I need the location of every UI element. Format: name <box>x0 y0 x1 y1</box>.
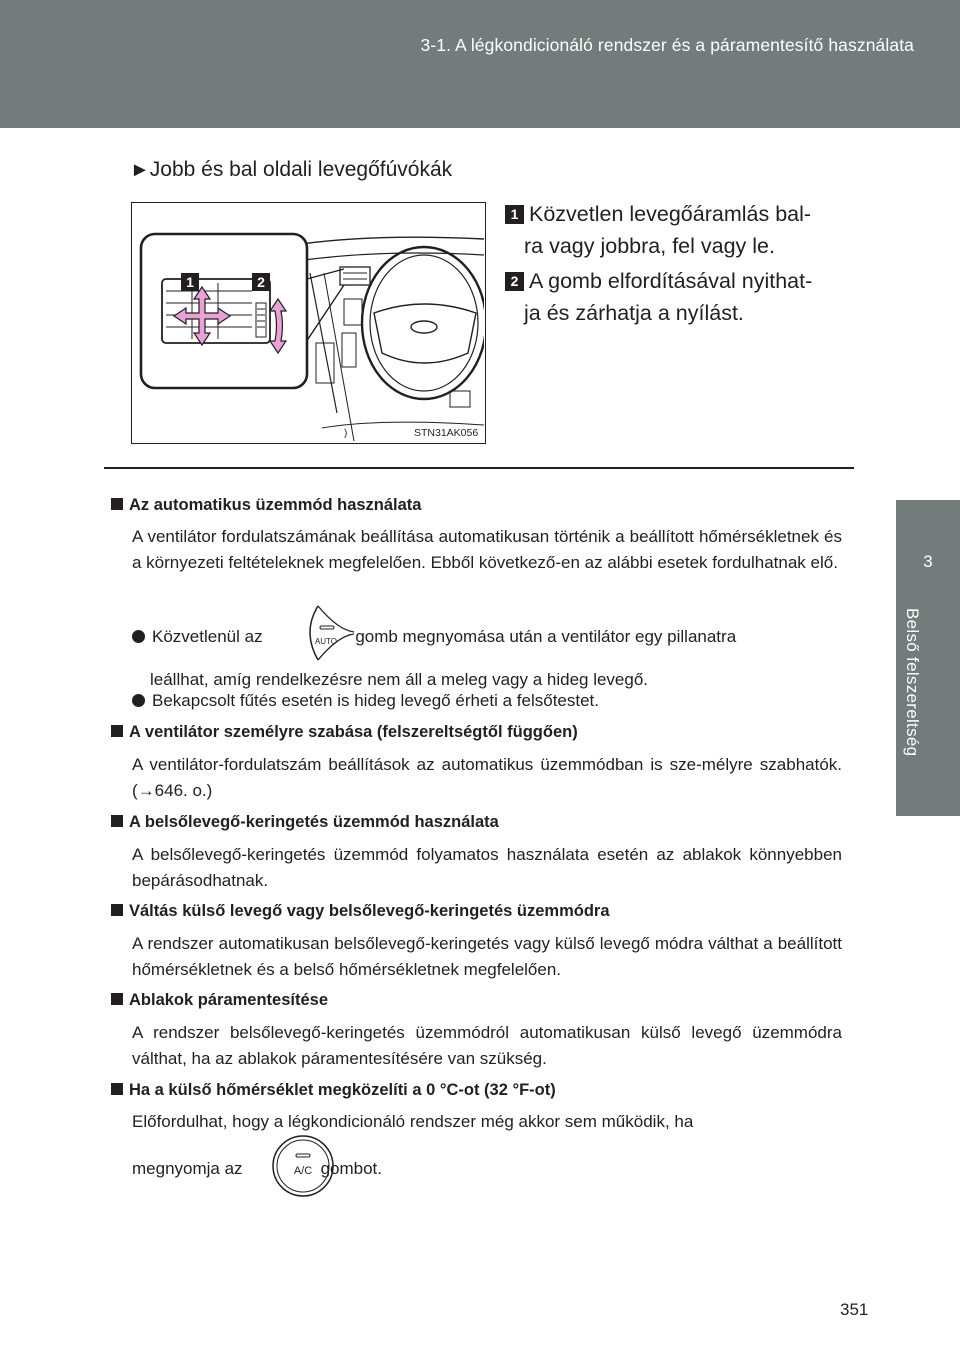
section-body: Előfordulhat, hogy a légkondicionáló rendszer még akkor sem működik, ha <box>132 1112 694 1131</box>
square-bullet-icon <box>111 498 123 510</box>
chapter-number: 3 <box>923 552 933 571</box>
svg-text:AUTO: AUTO <box>314 637 338 646</box>
callout-1: 1 <box>186 274 194 290</box>
square-bullet-icon <box>111 1083 123 1095</box>
bullet-dot-icon <box>132 694 145 707</box>
note-2: 2 A gomb elfordításával nyithat- ja és zárhatja a nyílást. <box>505 265 847 329</box>
bullet-item: Közvetlenül az gomb megnyomása után a ventilátor egy pillanatra <box>132 624 842 650</box>
section-body: A ventilátor-fordulatszám beállítások az automatikus üzemmódban is sze-mélyre szabhatók. (→646. o.) <box>132 755 842 800</box>
section-body: A rendszer automatikusan belsőlevegő-keringetés vagy külső levegő módra válthat a beállított hőmérsékletnek és a belső hőmérsékletnek megfelelően. <box>132 934 842 979</box>
bullet-item: Bekapcsolt fűtés esetén is hideg levegő érheti a felsőtestet. <box>132 688 842 714</box>
chapter-label: Belső felszereltség <box>903 608 922 757</box>
square-bullet-icon <box>111 815 123 827</box>
bullet-continuation: leállhat, amíg rendelkezésre nem áll a meleg vagy a hideg levegő. <box>150 670 649 689</box>
figure-code: STN31AK056 <box>414 427 479 439</box>
triangle-bullet-icon: ► <box>130 159 150 181</box>
section-body: A ventilátor fordulatszámának beállítása automatikusan történik a beállított hőmérsékletnek és a környezeti feltételeknek megfelelően. Ebből következő-en az alábbi esetek fordulhatnak elő. <box>132 527 842 572</box>
subheading: ►Jobb és bal oldali levegőfúvókák <box>130 158 453 181</box>
square-bullet-icon <box>111 993 123 1005</box>
callout-2: 2 <box>257 274 265 290</box>
section-heading: A belsőlevegő-keringetés üzemmód használata <box>111 813 499 832</box>
side-margin <box>896 128 960 500</box>
section-body-continued: megnyomja az gombot. <box>132 1159 382 1178</box>
page-header <box>0 0 960 128</box>
chapter-title: 3-1. A légkondicionáló rendszer és a páramentesítő használata <box>420 35 914 55</box>
number-badge: 2 <box>505 272 524 291</box>
section-heading: Ablakok páramentesítése <box>111 991 328 1010</box>
page-number: 351 <box>840 1300 869 1319</box>
svg-text:A/C: A/C <box>293 1165 313 1177</box>
vent-illustration <box>131 202 486 444</box>
section-body: A rendszer belsőlevegő-keringetés üzemmódról automatikusan külső levegő üzemmódra válthat, ha az ablakok páramentesítésére van szükség. <box>132 1023 842 1068</box>
section-heading: Váltás külső levegő vagy belsőlevegő-keringetés üzemmódra <box>111 902 610 921</box>
square-bullet-icon <box>111 904 123 916</box>
section-heading: Az automatikus üzemmód használata <box>111 496 421 515</box>
note-1: 1 Közvetlen levegőáramlás bal- ra vagy jobbra, fel vagy le. <box>505 198 847 262</box>
section-divider <box>104 467 854 469</box>
section-heading: A ventilátor személyre szabása (felszereltségtől függően) <box>111 723 578 742</box>
number-badge: 1 <box>505 205 524 224</box>
ac-button-icon <box>271 1134 335 1198</box>
bullet-dot-icon <box>132 630 145 643</box>
svg-text:): ) <box>344 428 348 439</box>
square-bullet-icon <box>111 725 123 737</box>
dashboard-drawing <box>132 203 484 442</box>
auto-button-icon <box>298 604 354 662</box>
section-body: A belsőlevegő-keringetés üzemmód folyamatos használata esetén az ablakok könnyebben bepárásodhatnak. <box>132 845 842 890</box>
section-heading: Ha a külső hőmérséklet megközelíti a 0 °C-ot (32 °F-ot) <box>111 1081 556 1100</box>
